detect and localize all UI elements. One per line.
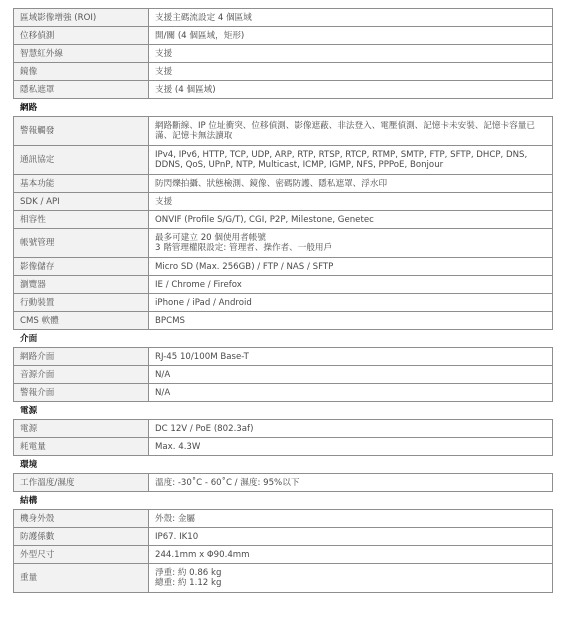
spec-value: IPv4, IPv6, HTTP, TCP, UDP, ARP, RTP, RTSP, RTCP, RTMP, SMTP, FTP, SFTP, DHCP, DNS, DDNS, QoS, UPnP, NTP, Multicast, ICMP, IGMP, NFS, PPPoE, Bonjour: [149, 146, 553, 175]
spec-value: BPCMS: [149, 312, 553, 330]
spec-row: [14, 294, 553, 312]
section-title: 介面: [14, 330, 553, 348]
spec-row: [14, 211, 553, 229]
section-title: 網路: [14, 99, 553, 117]
spec-label: 網路介面: [14, 348, 149, 366]
spec-label: 通訊協定: [14, 146, 149, 175]
spec-label: 行動裝置: [14, 294, 149, 312]
spec-row: [14, 229, 553, 258]
spec-value: IE / Chrome / Firefox: [149, 276, 553, 294]
spec-label: 防護係數: [14, 528, 149, 546]
spec-label: 警報介面: [14, 384, 149, 402]
spec-value: RJ-45 10/100M Base-T: [149, 348, 553, 366]
spec-row: [14, 258, 553, 276]
spec-value: 支援: [149, 193, 553, 211]
spec-label: 隱私遮罩: [14, 81, 149, 99]
spec-value: DC 12V / PoE (802.3af): [149, 420, 553, 438]
spec-row: [14, 9, 553, 27]
spec-label: 瀏覽器: [14, 276, 149, 294]
spec-value: Micro SD (Max. 256GB) / FTP / NAS / SFTP: [149, 258, 553, 276]
spec-row: [14, 312, 553, 330]
spec-row: [14, 146, 553, 175]
section-header-row: [14, 99, 553, 117]
spec-row: [14, 420, 553, 438]
spec-value: 開/關 (4 個區域，矩形): [149, 27, 553, 45]
spec-label: CMS 軟體: [14, 312, 149, 330]
spec-label: 相容性: [14, 211, 149, 229]
spec-row: [14, 117, 553, 146]
spec-row: [14, 276, 553, 294]
spec-row: [14, 546, 553, 564]
spec-label: 鏡像: [14, 63, 149, 81]
section-title: 環境: [14, 456, 553, 474]
spec-value: 淨重: 約 0.86 kg 總重: 約 1.12 kg: [149, 564, 553, 593]
spec-value: 支援: [149, 45, 553, 63]
spec-value: 支援: [149, 63, 553, 81]
spec-row: [14, 510, 553, 528]
spec-row: [14, 528, 553, 546]
spec-value: 防閃爍拍攝、狀態檢測、鏡像、密碼防護、隱私遮罩、浮水印: [149, 175, 553, 193]
spec-label: 影像儲存: [14, 258, 149, 276]
spec-label: 重量: [14, 564, 149, 593]
spec-row: [14, 564, 553, 593]
spec-value: 最多可建立 20 個使用者帳號 3 階管理權限設定: 管理者、操作者、一般用戶: [149, 229, 553, 258]
spec-value: N/A: [149, 366, 553, 384]
spec-label: 區域影像增強 (ROI): [14, 9, 149, 27]
spec-label: 位移偵測: [14, 27, 149, 45]
spec-row: [14, 175, 553, 193]
spec-row: [14, 474, 553, 492]
spec-row: [14, 348, 553, 366]
spec-label: 音源介面: [14, 366, 149, 384]
spec-label: 機身外殼: [14, 510, 149, 528]
spec-row: [14, 366, 553, 384]
spec-value: 支援主碼流設定 4 個區域: [149, 9, 553, 27]
spec-value: N/A: [149, 384, 553, 402]
spec-value: 244.1mm x Φ90.4mm: [149, 546, 553, 564]
spec-value: 支援 (4 個區域): [149, 81, 553, 99]
spec-label: SDK / API: [14, 193, 149, 211]
spec-value: Max. 4.3W: [149, 438, 553, 456]
spec-table: [13, 8, 553, 593]
spec-label: 外型尺寸: [14, 546, 149, 564]
section-title: 電源: [14, 402, 553, 420]
spec-value: 外殼: 金屬: [149, 510, 553, 528]
spec-label: 智慧紅外線: [14, 45, 149, 63]
section-title: 結構: [14, 492, 553, 510]
spec-row: [14, 193, 553, 211]
spec-value: ONVIF (Profile S/G/T), CGI, P2P, Milestone, Genetec: [149, 211, 553, 229]
spec-value: iPhone / iPad / Android: [149, 294, 553, 312]
spec-value: 網路斷線、IP 位址衝突、位移偵測、影像遮蔽、非法登入、電壓偵測、記憶卡未安裝、記憶卡容量已滿、記憶卡無法讀取: [149, 117, 553, 146]
section-header-row: [14, 330, 553, 348]
spec-table-body: [14, 9, 553, 593]
spec-label: 電源: [14, 420, 149, 438]
spec-row: [14, 81, 553, 99]
spec-row: [14, 384, 553, 402]
section-header-row: [14, 402, 553, 420]
spec-label: 工作溫度/濕度: [14, 474, 149, 492]
spec-label: 警報觸發: [14, 117, 149, 146]
spec-row: [14, 45, 553, 63]
spec-row: [14, 27, 553, 45]
spec-row: [14, 438, 553, 456]
spec-label: 帳號管理: [14, 229, 149, 258]
section-header-row: [14, 492, 553, 510]
spec-label: 基本功能: [14, 175, 149, 193]
spec-label: 耗電量: [14, 438, 149, 456]
spec-row: [14, 63, 553, 81]
section-header-row: [14, 456, 553, 474]
spec-value: IP67. IK10: [149, 528, 553, 546]
spec-value: 溫度: -30˚C - 60˚C / 濕度: 95%以下: [149, 474, 553, 492]
